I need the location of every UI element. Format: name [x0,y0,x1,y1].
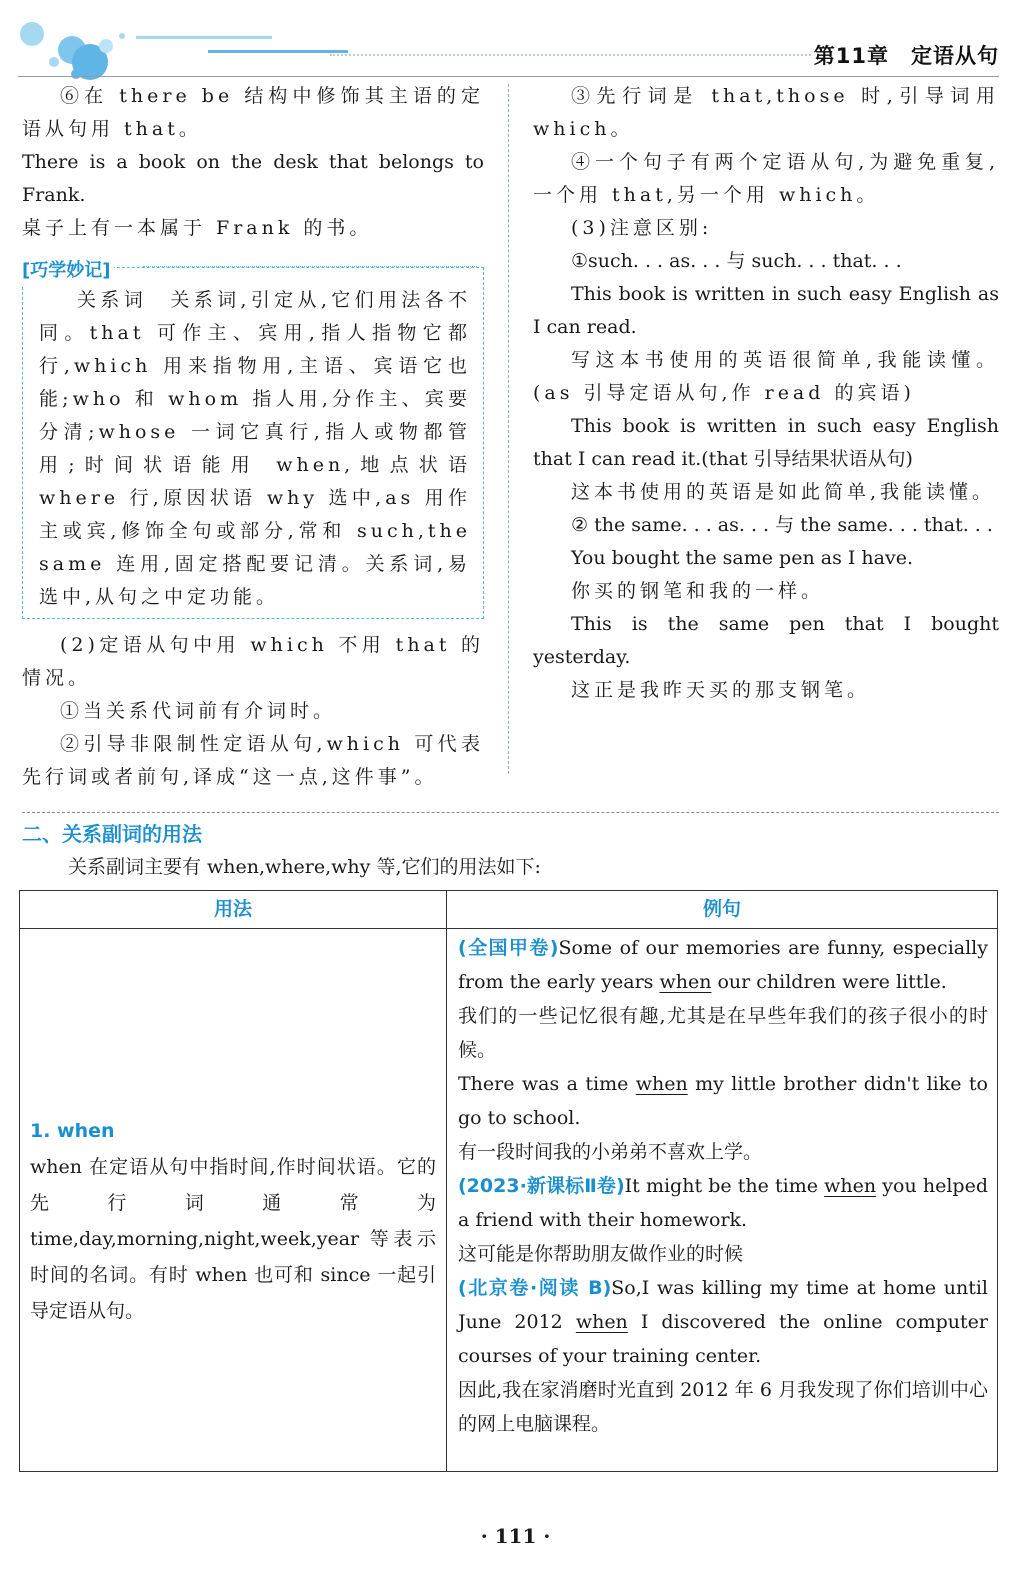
example-3-keyword: when [824,1175,877,1197]
example-4-source: (北京卷·阅读 B) [458,1277,612,1299]
example-3-source: (2023·新课标Ⅱ卷) [458,1175,625,1197]
column-divider [508,84,509,774]
rule-4: ④一个句子有两个定语从句,为避免重复,一个用 that,另一个用 which。 [533,151,999,206]
example-3-text-a: It might be the time [624,1175,825,1197]
usage-text: when 在定语从句中指时间,作时间状语。它的先行词通常为 time,day,morning,night,week,year 等表示时间的名词。有时 when 也可和 since 一起引导定语从句。 [30,1156,436,1322]
example-cn: 桌子上有一本属于 Frank 的书。 [22,217,373,239]
example-2-text-b: my little brother didn't like to go to school. [458,1073,988,1129]
section-intro: 关系副词主要有 when,where,why 等,它们的用法如下: [68,856,541,878]
example-3-en [458,1169,988,1237]
example-en: This book is written in such easy English as I can read. [533,283,999,338]
example-en: This is the same pen that I bought yesterday. [533,613,999,668]
example-2-en [458,1067,988,1135]
rule-2: ②引导非限制性定语从句,which 可代表先行词或者前句,译成“这一点,这件事”。 [22,733,484,788]
example-1-text-a: Some of our memories are funny, especially from the early years [458,937,988,993]
memory-tip-dotted-line [143,266,477,267]
usage-title: 1. when [30,1120,115,1142]
example-4-cn: 因此,我在家消磨时光直到 2012 年 6 月我发现了你们培训中心的网上电脑课程。 [458,1379,988,1435]
table-header-usage: 用法 [20,891,447,928]
memory-tip-text: 关系词 关系词,引定从,它们用法各不同。that 可作主、宾用,指人指物它都行,which 用来指物用,主语、宾语它也能;who 和 whom 指人用,分作主、宾要分清;whose 一词它真行,指人或物都管用;时间状语能用 when,地点状语 where 行,原因状语 why 选中,as 用作主或宾,修饰全句或部分,常和 such,the same 连用,固定搭配要记清。关系词,易选中,从句之中定功能。 [39,289,471,608]
memory-tip-label: [巧学妙记] [22,254,114,287]
left-column [22,80,484,794]
section-divider [22,812,999,813]
example-cn: 这正是我昨天买的那支钢笔。 [571,679,871,701]
contrast-2-heading: ② the same. . . as. . . 与 the same. . . that. . . [571,514,993,536]
rule-3: ③先行词是 that,those 时,引导词用 which。 [533,85,999,140]
example-4-text-a: So,I was killing my time at home until June 2012 [458,1277,988,1333]
contrast-1-heading: ①such. . . as. . . 与 such. . . that. . . [571,250,902,272]
example-3-text-b: you helped a friend with their homework. [458,1175,988,1231]
examples-cell [458,931,988,1441]
example-cn: 你买的钢笔和我的一样。 [571,580,825,602]
example-2-keyword: when [635,1073,688,1095]
example-2-cn: 有一段时间我的小弟弟不喜欢上学。 [458,1141,763,1163]
example-4-en [458,1271,988,1373]
example-1-source: (全国甲卷) [458,937,559,959]
page-number: · 111 · [480,1524,551,1548]
example-1-keyword: when [659,971,712,993]
example-2-text-a: There was a time [458,1073,636,1095]
header-bubbles-decoration [18,18,378,88]
example-1-en [458,931,988,999]
section-2-heading: (2)定语从句中用 which 不用 that 的情况。 [22,634,484,689]
table-header-row [20,891,997,929]
rule-6: ⑥在 there be 结构中修饰其主语的定语从句用 that。 [22,85,484,140]
example-cn: 写这本书使用的英语很简单,我能读懂。(as 引导定语从句,作 read 的宾语) [533,349,999,404]
chapter-title: 第11章 定语从句 [813,44,999,68]
memory-tip-box [22,260,484,619]
table-header-examples: 例句 [702,898,741,920]
header-rule [18,76,999,77]
example-4-keyword: when [575,1311,628,1333]
header-dotted-line [330,54,811,56]
example-cn: 这本书使用的英语是如此简单,我能读懂。 [571,481,996,503]
usage-table [19,890,998,1472]
example-en: You bought the same pen as I have. [571,547,913,569]
example-4-text-b: I discovered the online computer courses of your training center. [458,1311,988,1367]
example-en: This book is written in such easy English that I can read it.(that 引导结果状语从句) [533,415,999,470]
table-column-divider [446,928,447,1471]
example-en: There is a book on the desk that belongs to Frank. [22,151,484,206]
right-column [533,80,999,707]
example-3-cn: 这可能是你帮助朋友做作业的时候 [458,1243,744,1265]
section-title: 二、关系副词的用法 [22,822,202,846]
rule-1: ①当关系代词前有介词时。 [60,700,337,722]
example-1-cn: 我们的一些记忆很有趣,尤其是在早些年我们的孩子很小的时候。 [458,1005,988,1061]
section-3-heading: (3)注意区别: [571,217,713,239]
usage-cell [30,1113,436,1329]
example-1-text-b: our children were little. [711,971,947,993]
